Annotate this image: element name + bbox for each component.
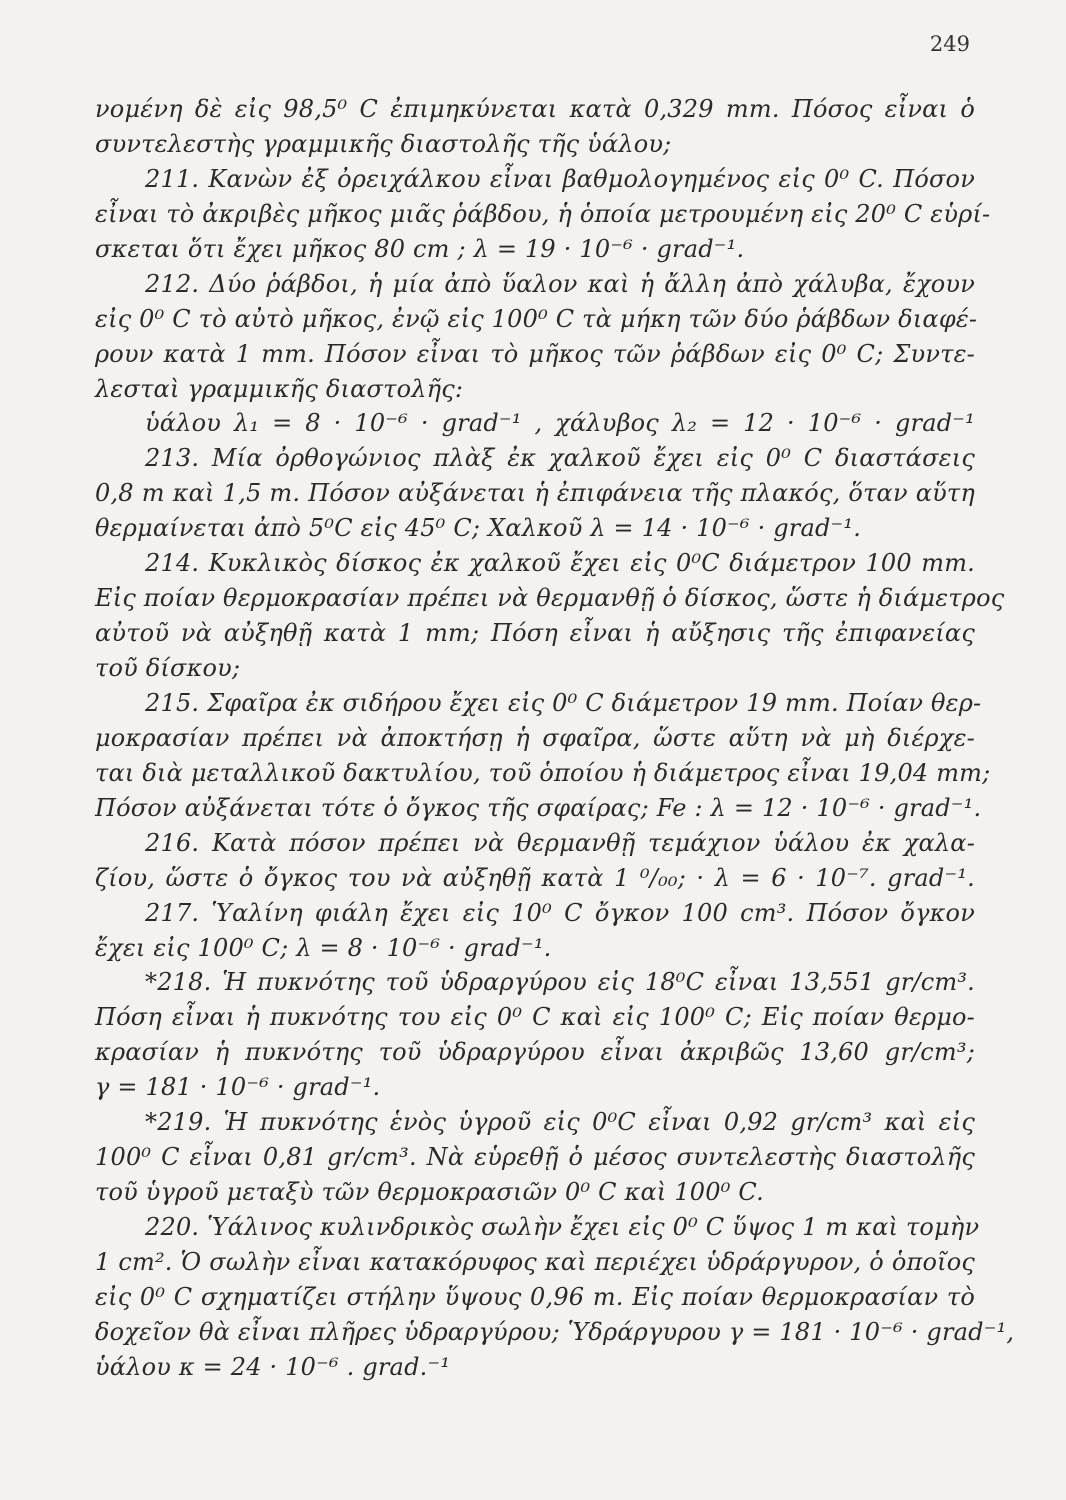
text-line: 214. Κυκλικὸς δίσκος ἐκ χαλκοῦ ἔχει εἰς 0⁰C διάμετρον 100 mm.: [145, 549, 975, 578]
text-line: 220. Ὑάλινος κυλινδρικὸς σωλὴν ἔχει εἰς 0⁰ C ὕψος 1 m καὶ τομὴν: [145, 1213, 980, 1241]
text-line: ἔχει εἰς 100⁰ C; λ = 8 · 10⁻⁶ · grad⁻¹.: [95, 933, 552, 962]
text-line: 211. Κανὼν ἐξ ὀρειχάλκου εἶναι βαθμολογημένος εἰς 0⁰ C. Πόσον: [145, 164, 975, 193]
text-line: 213. Μία ὀρθογώνιος πλὰξ ἐκ χαλκοῦ ἔχει εἰς 0⁰ C διαστάσεις: [145, 444, 975, 473]
text-line: ὑάλου κ = 24 · 10⁻⁶ . grad.⁻¹: [95, 1352, 451, 1381]
text-line: κρασίαν ἡ πυκνότης τοῦ ὑδραργύρου εἶναι ἀκριβῶς 13,60 gr/cm³;: [95, 1038, 975, 1067]
text-line: θερμαίνεται ἀπὸ 5⁰C εἰς 45⁰ C; Χαλκοῦ λ = 14 · 10⁻⁶ · grad⁻¹.: [95, 514, 862, 543]
text-line: ὑάλου λ₁ = 8 · 10⁻⁶ · grad⁻¹ , χάλυβος λ₂ = 12 · 10⁻⁶ · grad⁻¹: [145, 409, 975, 438]
text-line: ζίου, ὥστε ὁ ὄγκος του νὰ αὐξηθῇ κατὰ 1 ⁰/₀₀; · λ = 6 · 10⁻⁷. grad⁻¹.: [95, 863, 975, 892]
text-line: 216. Κατὰ πόσον πρέπει νὰ θερμανθῇ τεμάχιον ὑάλου ἐκ χαλα-: [145, 828, 975, 857]
text-line: εἰς 0⁰ C τὸ αὐτὸ μῆκος, ἐνῷ εἰς 100⁰ C τὰ μήκη τῶν δύο ῥάβδων διαφέ-: [95, 304, 978, 333]
text-line: νομένη δὲ εἰς 98,5⁰ C ἐπιμηκύνεται κατὰ 0,329 mm. Πόσος εἶναι ὁ: [95, 95, 975, 123]
text-line: 212. Δύο ῥάβδοι, ἡ μία ἀπὸ ὕαλον καὶ ἡ ἄλλη ἀπὸ χάλυβα, ἔχουν: [145, 269, 975, 298]
text-line: γ = 181 · 10⁻⁶ · grad⁻¹.: [95, 1073, 381, 1102]
text-line: Πόσον αὐξάνεται τότε ὁ ὄγκος τῆς σφαίρας; Fe : λ = 12 · 10⁻⁶ · grad⁻¹.: [95, 793, 982, 822]
page-number: 249: [929, 32, 970, 56]
text-line: τοῦ ὑγροῦ μεταξὺ τῶν θερμοκρασιῶν 0⁰ C καὶ 100⁰ C.: [95, 1178, 764, 1207]
text-line: 217. Ὑαλίνη φιάλη ἔχει εἰς 10⁰ C ὄγκον 100 cm³. Πόσον ὄγκον: [145, 898, 975, 927]
text-line: ρουν κατὰ 1 mm. Πόσον εἶναι τὸ μῆκος τῶν ῥάβδων εἰς 0⁰ C; Συντε-: [95, 339, 975, 368]
text-line: Εἰς ποίαν θερμοκρασίαν πρέπει νὰ θερμανθῇ ὁ δίσκος, ὥστε ἡ διάμετρος: [95, 584, 1005, 613]
text-line: εἰς 0⁰ C σχηματίζει στήλην ὕψους 0,96 m. Εἰς ποίαν θερμοκρασίαν τὸ: [95, 1282, 975, 1311]
text-line: 1 cm². Ὁ σωλὴν εἶναι κατακόρυφος καὶ περιέχει ὑδράργυρον, ὁ ὁποῖος: [95, 1247, 975, 1276]
text-line: *219. Ἡ πυκνότης ἑνὸς ὑγροῦ εἰς 0⁰C εἶναι 0,92 gr/cm³ καὶ εἰς: [145, 1108, 975, 1137]
text-line: 100⁰ C εἶναι 0,81 gr/cm³. Νὰ εὑρεθῇ ὁ μέσος συντελεστὴς διαστολῆς: [95, 1143, 975, 1172]
text-line: 0,8 m καὶ 1,5 m. Πόσον αὐξάνεται ἡ ἐπιφάνεια τῆς πλακός, ὅταν αὕτη: [95, 479, 975, 508]
text-line: αὐτοῦ νὰ αὐξηθῇ κατὰ 1 mm; Πόση εἶναι ἡ αὔξησις τῆς ἐπιφανείας: [95, 619, 975, 648]
text-line: ται διὰ μεταλλικοῦ δακτυλίου, τοῦ ὁποίου ἡ διάμετρος εἶναι 19,04 mm;: [95, 758, 991, 787]
text-line: μοκρασίαν πρέπει νὰ ἀποκτήσῃ ἡ σφαῖρα, ὥστε αὕτη νὰ μὴ διέρχε-: [95, 723, 975, 752]
text-body: [95, 92, 1015, 1385]
text-line: δοχεῖον θὰ εἶναι πλῆρες ὑδραργύρου; Ὑδράργυρου γ = 181 · 10⁻⁶ · grad⁻¹,: [95, 1317, 1015, 1346]
text-line: 215. Σφαῖρα ἐκ σιδήρου ἔχει εἰς 0⁰ C διάμετρον 19 mm. Ποίαν θερ-: [145, 688, 982, 717]
text-line: εἶναι τὸ ἀκριβὲς μῆκος μιᾶς ῥάβδου, ἡ ὁποία μετρουμένη εἰς 20⁰ C εὑρί-: [95, 199, 991, 228]
text-line: *218. Ἡ πυκνότης τοῦ ὑδραργύρου εἰς 18⁰C εἶναι 13,551 gr/cm³.: [145, 968, 975, 997]
text-line: Πόση εἶναι ἡ πυκνότης του εἰς 0⁰ C καὶ εἰς 100⁰ C; Εἰς ποίαν θερμο-: [95, 1003, 975, 1032]
text-line: συντελεστὴς γραμμικῆς διαστολῆς τῆς ὑάλου;: [95, 129, 672, 158]
text-line: σκεται ὅτι ἔχει μῆκος 80 cm ; λ = 19 · 10⁻⁶ · grad⁻¹.: [95, 234, 745, 263]
text-line: τοῦ δίσκου;: [95, 654, 241, 682]
text-line: λεσταὶ γραμμικῆς διαστολῆς:: [95, 374, 464, 403]
